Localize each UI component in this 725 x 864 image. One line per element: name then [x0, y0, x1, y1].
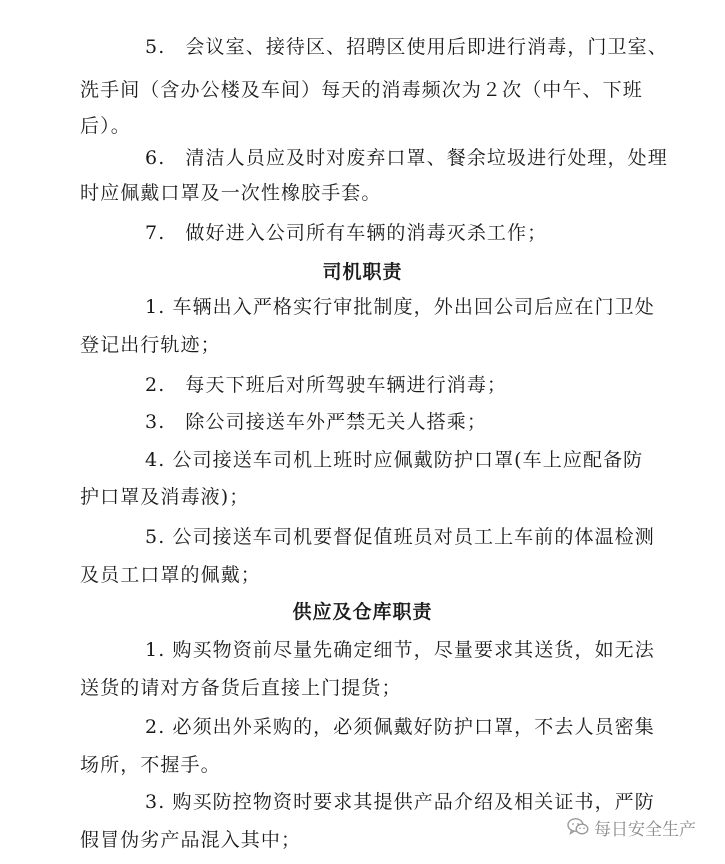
paragraph-line: 6. 清洁人员应及时对废弃口罩、餐余垃圾进行处理，处理	[145, 147, 668, 169]
wechat-icon	[567, 817, 589, 837]
section-heading: 司机职责	[322, 261, 403, 283]
paragraph-line: 送货的请对方备货后直接上门提货；	[80, 677, 402, 699]
paragraph-line: 2. 必须出外采购的，必须佩戴好防护口罩，不去人员密集	[145, 716, 655, 738]
watermark-text: 每日安全生产	[594, 819, 696, 840]
paragraph-line: 4. 公司接送车司机上班时应佩戴防护口罩(车上应配备防	[145, 449, 644, 471]
paragraph-line: 7. 做好进入公司所有车辆的消毒灭杀工作；	[145, 222, 548, 244]
paragraph-line: 5. 公司接送车司机要督促值班员对员工上车前的体温检测	[145, 526, 655, 548]
paragraph-line: 洗手间（含办公楼及车间）每天的消毒频次为２次（中午、下班	[80, 79, 643, 101]
paragraph-line: 后）。	[80, 115, 131, 137]
paragraph-line: 场所，不握手。	[80, 754, 221, 776]
section-heading: 供应及仓库职责	[292, 601, 433, 623]
paragraph-line: 5. 会议室、接待区、招聘区使用后即进行消毒，门卫室、	[145, 36, 668, 58]
paragraph-line: 护口罩及消毒液)；	[80, 486, 250, 508]
paragraph-line: 1. 购买物资前尽量先确定细节，尽量要求其送货，如无法	[145, 639, 655, 661]
paragraph-line: 时应佩戴口罩及一次性橡胶手套。	[80, 182, 382, 204]
paragraph-line: 登记出行轨迹；	[80, 334, 221, 356]
paragraph-line: 3. 除公司接送车外严禁无关人搭乘；	[145, 411, 487, 433]
paragraph-line: 1. 车辆出入严格实行审批制度，外出回公司后应在门卫处	[145, 296, 655, 318]
paragraph-line: 2. 每天下班后对所驾驶车辆进行消毒；	[145, 374, 508, 396]
paragraph-line: 3. 购买防控物资时要求其提供产品介绍及相关证书，严防	[145, 791, 655, 813]
watermark	[567, 812, 696, 842]
paragraph-line: 假冒伪劣产品混入其中；	[80, 829, 302, 851]
paragraph-line: 及员工口罩的佩戴；	[80, 564, 261, 586]
